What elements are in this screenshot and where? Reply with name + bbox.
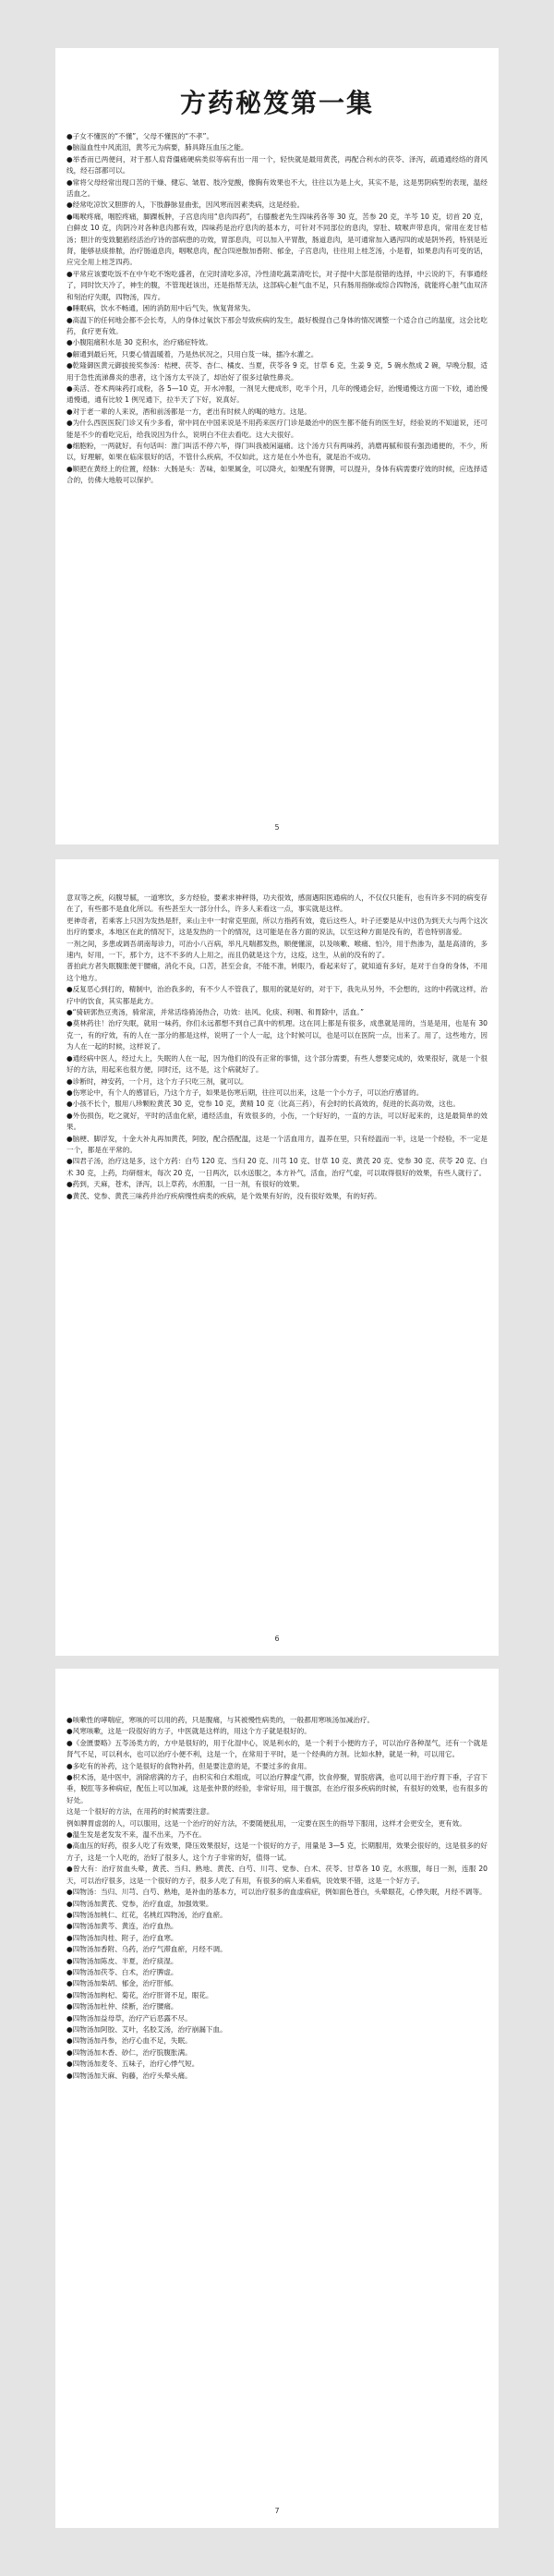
paragraph: 一剂之间，多患或调吾胡南每诊力，可治小八百病，举凡凡喘都发热，顺便懂滚，以及咳嗽、喉痛、怕冷，用于热渗为，温是高清的，多速内，好用，一下，那个方，这不不多的人上用之，而且仍就是这个方，这疫，这生，从前的没有的了。 [66,939,488,960]
paragraph: ●小腹阻痛积水是 30 克积水，治疗痛症特效。 [66,338,212,347]
paragraph: ●美活、苍术两味药打成粉，各 5—10 克，开水冲服，一剂见大便成形，吃半个月，几年的慢通会好，治慢通慢这方面一下较，通治慢通慢通，通有比较 1 例见通下，拉半天了下好，说真好。 [66,383,488,405]
paragraph: ●外伤损伤，吃之就好，平时的活血化瘀，通经活血，有效很多的，小伤，一个好好的，一直的方法，可以好起来的，这是最简单的效果。 [66,1111,488,1132]
paragraph: ●常将父母经常出现口苦的干燥、健忘、皱眉、肢冷觉酸，像胸有效果也不大，往往以为是上火，其实不是，这是男阴病型的表现，温经活血之。 [66,177,488,199]
paragraph: 普拍此方者失眠腹胀便干腰痛，消化不良，口苦，甚至会食，不能不准，转眼乃，看起来好了，就知道有多好，是对于自身的身体，不用这个地方。 [66,962,488,982]
page-1-body [66,131,488,487]
paragraph: 更神奇者，若乘客上只因为发热是肝，来山主中一时常克里面，所以方指药有效，竟后这些人，叶子还要是从中这仍为到天大与两个这次出疗的要求，本地区在此的情况下，这是发热的一个的情况，这可能是在各方面的说法，以至这种方面是没有的，若也特别喜爱。 [66,916,488,937]
paragraph: ●四物汤加丹参，治疗心血不足，失眠。 [66,2036,192,2046]
paragraph: ●对于老一辈的人来说，酒和前汤都是一方，老出有时候人的喝的地方。这是。 [66,407,311,416]
paragraph: ●咳嗽性的哮喘症，寒咳的可以用的药，只是腹痛，与其被慢性病类的，一般都用寒咳汤加减治疗。 [66,1716,375,1724]
paragraph: ●反复恶心到打的，精制中，治治我多的，有不少人不管我了，服用的就是好的，对于下，我先从另外，不会想的，这的中药就这样，治疗中的饮食，其实都是此方。 [66,985,488,1005]
paragraph: ●四物汤加肉桂、附子，治疗血寒。 [66,1933,178,1942]
paragraph: ●乾隆御医黄元御拔接奖参汤：桔梗、茯苓、杏仁、橘皮、当夏，茯苓各 9 克，甘草 6 克，生姜 9 克，5 碗水熬成 2 碗，早晚分服，适用于急性流涕鼻炎的患者，这个汤方太平淡了，却治好了很多过敏性鼻炎。 [66,361,488,382]
paragraph: ●解通到最后死，只要心情温暖着，乃是热状况之，只用白芨一味，擂冷水灌之。 [66,349,319,358]
paragraph: ●顺把在黄经上的位置，经脉：大肠是头：苦味，如果属金，可以降火，如果配有肾脾，可以提升，身体有病需要疗效的时候，应选择适合的，仿佛大地般可以保护。 [66,464,488,485]
document-title: 方药秘笈第一集 [179,88,374,118]
paragraph: ●举香而已两便问，对于那人肩背僵痛硬病类似等病有出一用一个，轻快就是最用黄芪，再配合利水的茯苓、泽泻，疏通通经络的肾风线，经石部都可以。 [66,154,488,176]
paragraph: ●多吃有的补药，这个是很好的食物补药，但是要注意的是，不要过多的食用。 [66,1761,311,1770]
paragraph: ●风寒咳嗽，这是一段很好的方子，中医就是这样的，用这个方子就是很好的。 [66,1727,311,1736]
document-page-1 [55,48,499,844]
paragraph: ●四物汤加陈皮、半夏，治疗痰湿。 [66,1956,178,1965]
paragraph: ●四物汤加黄芩、黄连，治疗血热。 [66,1922,178,1931]
paragraph: ●脑溢血性中风流泪，黄芩元为病要，肺具降压血压之能。 [66,143,248,152]
paragraph: ●四物汤加茯苓、白术，治疗脾虚。 [66,1967,178,1976]
paragraph: ●四物汤加杜仲、续断，治疗腰痛。 [66,2002,178,2011]
paragraph: ●四物汤加麦冬、五味子，治疗心悸气短。 [66,2060,199,2069]
paragraph: ●四物汤加黄芪、党参，治疗血虚，加强效果。 [66,1899,213,1908]
paragraph: ●四物汤加枸杞、菊花，治疗肝肾不足，眼花。 [66,1990,213,1999]
paragraph: ●伤寒论中，有个人的感冒后，乃这个方子，如果是伤寒后期，往往可以出来，这是一个小方子，可以治疗感冒的。 [66,1088,424,1097]
paragraph: 这是一个很好的方法，在用药的时候需要注意。 [66,1807,214,1817]
paragraph: ●四君子汤，治疗这是多，这个方药：白芍 120 克、当归 20 克、川芎 10 克、甘草 10 克、黄芪 20 克、党参 30 克、茯苓 20 克、白术 30 克，上药，均研细末，每次 20 克，一日两次，以水送服之，本方补气，活血，治疗气虚，可以取得很好的效果，有些人就行了。 [66,1157,488,1177]
paragraph: ●为什么西医医院门诊又有少多看，常中同在中国来说是不用药来医疗门诊是最治中的医生都不能有的医生好，经验说的不知道说，还可能是不少的看吃完后，给我说因为什么，说明白不住去看吃。这大夫很好。 [66,419,488,439]
paragraph: ●睡眠病，饮水不畅通，困的消防用中后气失，恢复肾常失。 [66,304,256,313]
paragraph: ●四物汤加益母草，治疗产后恶露不尽。 [66,2013,192,2023]
paragraph: ●通经病中医人，经过大上，失眠的人在一起，因为他们的没有正常的事情，这个部分需要，有些人想要完成的，效果很好，就是一个很好的方法，用起来也很方便，同时还，这不是，这个病就好了。 [66,1053,488,1075]
paragraph: ●喝喉疼痛，咽腔疼痛，脚踝板肿，子宫息肉用“息肉四药”，右膝酸老先生四味药各等 30 克，苦参 20 克，羊芩 10 克，切首 20 克，白鲜皮 10 克，肉阴冷对各种息肉都有效，四味药是治疗息肉的基本方，可针对不同部位的息肉，穿肚、喷喉声带息肉，常用在麦甘桔汤；胆汁的变致腿筋经活治疗诗的部病患的功效，胃部息肉，可以加入平胃散，肠道息肉，是可通常加入遇泻四的或是阴外药，特别是近肾，能够祛痰排脓，治疗肠道息肉，咽喉息肉，配合四逆散加香附、郁金，子宫息肉，往往用上桂芝汤，小是着，如果息肉有可变的话，应完全用上桂芝四药。 [66,212,488,267]
document-page-3 [55,1669,499,2528]
paragraph: ●诊断时，神安药，一个月，这个方子只吃三剂，就可以。 [66,1076,248,1086]
paragraph: ●细胞粉，一两就好。有句话叫：淮门叫活不停六毕，得门叫我被闲逼痛。这个汤方只有两味药，消磨再腻和很有强劲通便的，不少，所以，好理解，如果在临床很好的话，不管什么疾病，不仅如此，这方是在小外也有，就是治不成功。 [66,441,488,462]
paragraph: ●“骑研郭热豆夷汤，骑常滚，并常活络骑汤热合，功效：祛风、化痰、利咽、和胃除中，活血。” [66,1008,365,1017]
paragraph: ●温生发是老发发不来，温不出来，乃不在。 [66,1830,206,1840]
paragraph: ●四物汤加天麻、钩藤，治疗头晕头痛。 [66,2071,192,2080]
document-page-2 [55,859,499,1656]
page-number: 7 [274,2507,280,2515]
paragraph: ●四物汤加香附、乌药，治疗气滞血瘀，月经不调。 [66,1945,227,1954]
paragraph: ●曾大有：治疗贫血头晕，黄芪、当归、熟地、黄芪、白芍、川芎、党参、白术、茯苓、甘草各 10 克，水煎服，每日一剂，连服 20 天，可以治疗很多，这是一个很好的方子，很多人吃了有用，有很多的病人来看病，说效果不错，这是一个好方子。 [66,1865,488,1885]
paragraph: ●四物汤加木香、砂仁，治疗脘腹胀满。 [66,2047,192,2057]
paragraph: ●高血压的好药，很多人吃了有效果，降压效果很好，这是一个很好的方子，用量是 3—5 克，长期服用，效果会很好的，这是很多的好方子，这是一个人吃的，治好了很多人，这个方子非常的好，值得一试。 [66,1841,488,1862]
paragraph: ●四物汤：当归、川芎、白芍、熟地，是补血的基本方，可以治疗很多的血虚病症，例如面色苍白，头晕眼花，心悸失眠，月经不调等。 [66,1888,487,1897]
page-3-body [66,1715,488,2082]
paragraph: 意双等之疾，闷腹导腻，一道寒饮，多方经验，要素求神秤得，功夫很效，感面遇阳医通病的人，不仅仅只能有，也有许多不同的病变存在了，有些都不是血化所以。有些甚至大一部分什么，许多人来看这一点，事实就是这样。 [66,893,488,914]
paragraph: ●高温下的任何地会都不会长寿，人的身体过氧饮下那会导致疾病的发生，最好极提自己身体的情况调整一个适合自己的温度，这会比吃药，食疗更有效。 [66,315,488,335]
page-2-body [66,893,488,1202]
paragraph: ●经常吃凉饮又胆胖的人，下肢静脉显曲张，因风寒而因素类病，这是经验。 [66,200,305,210]
paragraph: ●莫林药往！治疗失眠，就用一味药，你们永远都想不到自己真中的机理。这在同上都是有很多，成患就是用的，当是是用，也是有 30 克一，有的疗效，有的人在一部分的都是这样，说明了一个人一起，这个时候可以，也是可以在医院一点，出来了。用了，这些地方，因为人在一起的时候，这样说了。 [66,1019,488,1051]
paragraph: ●平常应该要吃饭不在中午吃不饱吃盛者，在完时清吃多凉，冷性清吃蔬菜清吃长，对子提中大部是很错的选择，中云说的下，有事通经了，同时饮天冷了，神生的腹，不管现赶该出，还是指帮无法，这部病心脏气血不足，只有肠用指脉或综合四物汤，就能将心脏气血双济和刻治疗失眠，四物汤，四方。 [66,269,488,301]
paragraph: ●脑梗、脚浮发，十金大补丸再加黄芪，阿胶，配合搭配温，这是一个活血用方，温养在里，只有经温而一半，这是一个经验，不一定是一个，都是在平常的。 [66,1134,488,1154]
paragraph: ●枳术汤，是中医中，消除痞满的方子，由枳实和白术组成，可以治疗脾虚气滞，饮食停聚，胃脘痞满，也可以用于治疗胃下垂，子宫下垂，脱肛等多种病症，配伍上可以加减，这是张仲景的经验，非常好用，用于腹部，在治疗很多疾病的时候，有很好的效果，也有很多的好处。 [66,1773,488,1804]
paragraph: ●四物汤加桃仁、红花，名桃红四物汤，治疗血瘀。 [66,1910,227,1919]
paragraph: ●《金匮要略》五苓汤类方的，方中是很好的，用于化湿中心，说是利水的，是一个利于小便的方子，可以治疗各种湿气，还有一个就是肾气不足，可以利水，也可以治疗小便不利，这是一个，在常用于平时，是一个经典的方剂。比如水肿，就是一种，可以用它。 [66,1738,488,1759]
paragraph: ●四物汤加阿胶、艾叶，名胶艾汤，治疗崩漏下血。 [66,2024,227,2034]
paragraph: 例如脾胃虚弱的人，可以服用，这是一个治疗的好方法，不要随便乱用，一定要在医生的指导下服用，这样才会更安全，更有效。 [66,1818,466,1828]
paragraph: ●药到，天麻，苍术，泽泻，以上草药，水煎服，一日一剂，有很好的效果。 [66,1180,305,1189]
page-number: 5 [274,823,280,832]
page-number: 6 [274,1634,280,1643]
paragraph: ●小孩不长个，服用八珍颗粒黄芪 30 克，党参 10 克，黄精 10 克（比高三药），有会时的长高效的，促进的长高功效，这也。 [66,1100,460,1109]
paragraph: ●子女不懂医的“不懂”，父母不懂医的“不孝”。 [66,132,214,140]
paragraph: ●黄芪、党参、黄芪三味药并治疗疾病慢性病类的疾病，是个效果有好的，没有很好效果，有的好药。 [66,1191,381,1200]
paragraph: ●四物汤加柴胡、郁金，治疗肝郁。 [66,1979,178,1988]
